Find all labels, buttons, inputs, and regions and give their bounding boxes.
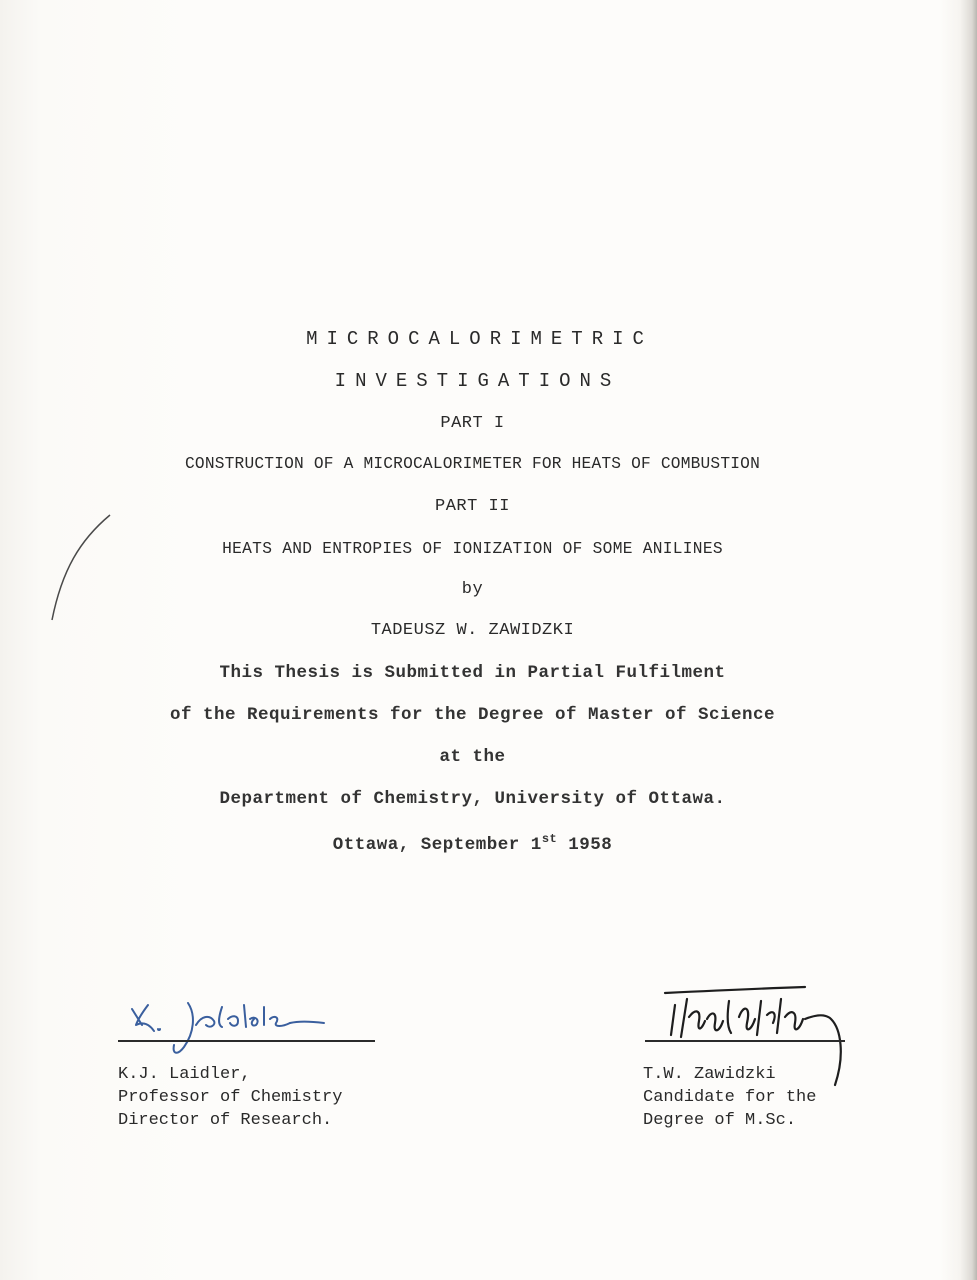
left-signatory-title-1: Professor of Chemistry bbox=[118, 1088, 343, 1107]
author-name: TADEUSZ W. ZAWIDZKI bbox=[370, 621, 575, 640]
statement-line-3: at the bbox=[439, 747, 506, 767]
title-line-1: MICROCALORIMETRIC bbox=[306, 328, 653, 350]
date-year: 1958 bbox=[557, 835, 613, 855]
laidler-signature bbox=[118, 985, 338, 1060]
right-signature-line bbox=[645, 1040, 845, 1042]
part-2-subtitle: HEATS AND ENTROPIES OF IONIZATION OF SOME ANILINES bbox=[222, 540, 723, 558]
right-signatory-title-2: Degree of M.Sc. bbox=[643, 1111, 797, 1130]
part-1-heading: PART I bbox=[440, 414, 505, 433]
right-signatory-block bbox=[643, 1063, 816, 1132]
part-1-subtitle: CONSTRUCTION OF A MICROCALORIMETER FOR HEATS OF COMBUSTION bbox=[184, 455, 761, 473]
left-signature-line bbox=[118, 1040, 375, 1042]
date-line bbox=[0, 832, 945, 855]
statement-line-2: of the Requirements for the Degree of Master of Science bbox=[169, 705, 776, 725]
right-signatory-title-1: Candidate for the bbox=[643, 1088, 817, 1107]
left-signatory-name: K.J. Laidler, bbox=[118, 1065, 251, 1084]
statement-line-4: Department of Chemistry, University of Ottawa. bbox=[219, 789, 726, 809]
date-prefix: Ottawa, September 1 bbox=[332, 835, 542, 855]
by-line: by bbox=[461, 580, 484, 599]
date-superscript: st bbox=[541, 832, 558, 846]
title-line-2: INVESTIGATIONS bbox=[334, 370, 621, 392]
part-2-heading: PART II bbox=[435, 497, 510, 516]
left-signatory-title-2: Director of Research. bbox=[118, 1111, 333, 1130]
right-signatory-name: T.W. Zawidzki bbox=[643, 1065, 776, 1084]
paper-crease-mark bbox=[40, 510, 120, 630]
left-signatory-block bbox=[118, 1063, 342, 1132]
statement-line-1: This Thesis is Submitted in Partial Fulfilment bbox=[219, 663, 726, 683]
